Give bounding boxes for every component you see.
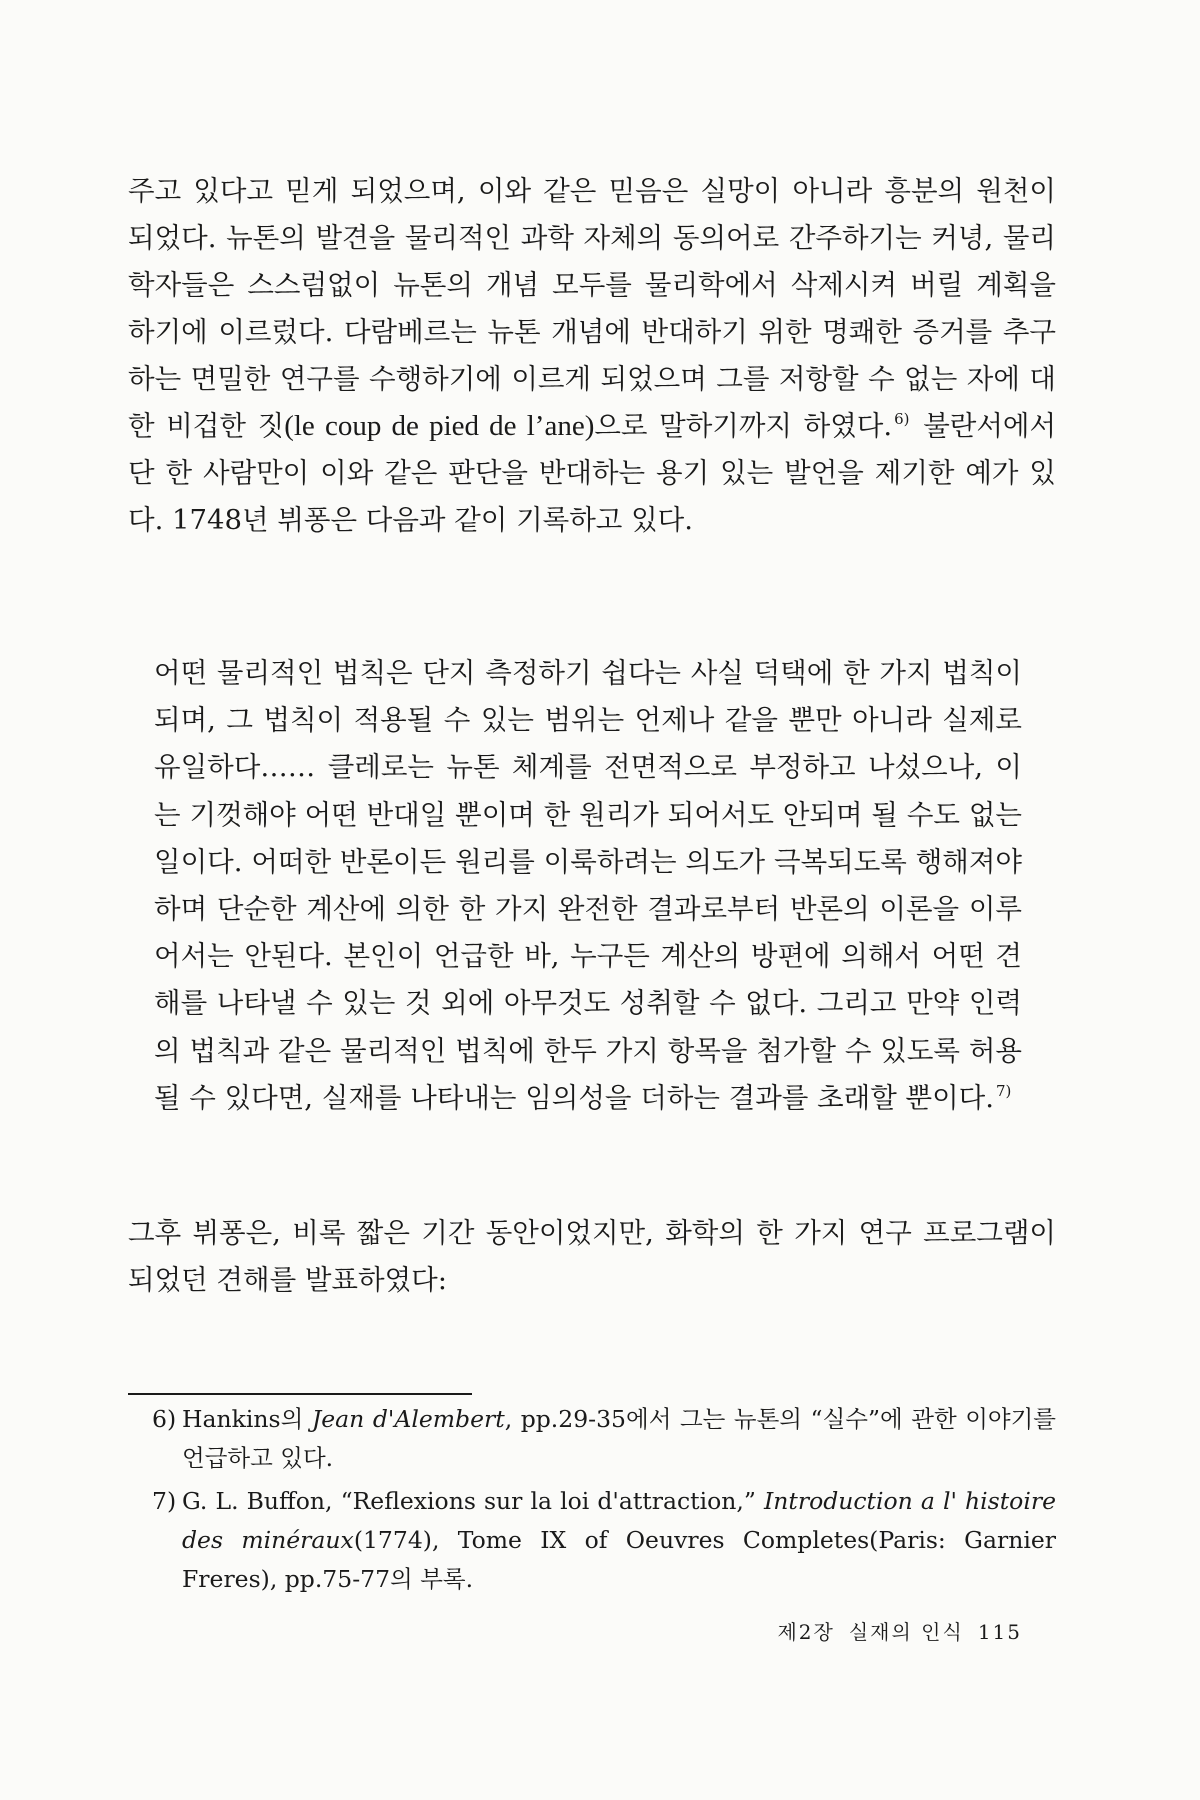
cited-title: Jean d'Alembert	[311, 1405, 505, 1433]
paragraph-2	[128, 1210, 1056, 1304]
footnote-6	[152, 1400, 1056, 1478]
latin-phrase: (le coup de pied de l’ane)	[284, 410, 595, 442]
cited-title: Introduction a l' histoire des minéraux	[182, 1487, 1056, 1554]
paragraph-1-text-end: 불란서에서 단 한 사람만이 이와 같은 판단을 반대하는 용기 있는 발언을 제기한 예가 있다. 1748년 뷔퐁은 다음과 같이 기록하고 있다.	[128, 410, 1057, 536]
page-number: 115	[977, 1620, 1022, 1644]
block-quote	[154, 650, 1022, 1122]
paragraph-2-text: 그후 뷔퐁은, 비록 짧은 기간 동안이었지만, 화학의 한 가지 연구 프로그램이 되었던 견해를 발표하였다:	[128, 1217, 1056, 1296]
footnote-ref-7[interactable]: 7)	[995, 1081, 1012, 1100]
chapter-label: 제2장	[777, 1620, 835, 1644]
footnote-ref-6[interactable]: 6)	[894, 410, 910, 428]
footnote-text-start: G. L. Buffon, “Reflexions sur la loi d'attraction,”	[182, 1487, 764, 1515]
footnotes	[152, 1400, 1056, 1599]
paragraph-1-text: 주고 있다고 믿게 되었으며, 이와 같은 믿음은 실망이 아니라 흥분의 원천이 되었다. 뉴톤의 발견을 물리적인 과학 자체의 동의어로 간주하기는 커녕, 물리학자들은 스스럼없이 뉴톤의 개념 모두를 물리학에서 삭제시켜 버릴 계획을 하기에 이르렀다. 다람베르는 뉴톤 개념에 반대하기 위한 명쾌한 증거를 추구하는 면밀한 연구를 수행하기에 이르게 되었으며 그를 저항할 수 없는 자에 대한 비겁한 짓	[128, 175, 1056, 442]
footnote-divider	[128, 1393, 472, 1395]
footnote-text-end: , pp.29-35에서 그는 뉴톤의 “실수”에 관한 이야기를 언급하고 있다.	[182, 1405, 1056, 1472]
paragraph-1-text-cont: 으로 말하기까지 하였다.	[594, 410, 893, 442]
footnote-7	[152, 1482, 1056, 1599]
footnote-number: 6)	[152, 1405, 177, 1433]
chapter-title: 실재의 인식	[848, 1620, 964, 1644]
footnote-text	[182, 1400, 1056, 1478]
footnote-text-end: (1774), Tome IX of Oeuvres Completes(Paris: Garnier Freres), pp.75-77의 부록.	[182, 1526, 1056, 1593]
paragraph-1	[128, 168, 1056, 544]
footnote-text	[182, 1482, 1056, 1599]
footnote-number: 7)	[152, 1487, 177, 1515]
block-quote-text: 어떤 물리적인 법칙은 단지 측정하기 쉽다는 사실 덕택에 한 가지 법칙이 되며, 그 법칙이 적용될 수 있는 범위는 언제나 같을 뿐만 아니라 실제로 유일하다…… 클레로는 뉴톤 체계를 전면적으로 부정하고 나섰으나, 이는 기껏해야 어떤 반대일 뿐이며 한 원리가 되어서도 안되며 될 수도 없는 일이다. 어떠한 반론이든 원리를 이룩하려는 의도가 극복되도록 행해져야 하며 단순한 계산에 의한 한 가지 완전한 결과로부터 반론의 이론을 이루어서는 안된다. 본인이 언급한 바, 누구든 계산의 방편에 의해서 어떤 견해를 나타낼 수 있는 것 외에 아무것도 성취할 수 없다. 그리고 만약 인력의 법칙과 같은 물리적인 법칙에 한두 가지 항목을 첨가할 수 있도록 허용될 수 있다면, 실재를 나타내는 임의성을 더하는 결과를 초래할 뿐이다.	[154, 657, 1022, 1114]
running-footer	[763, 1616, 1022, 1645]
footnote-text-start: Hankins의	[182, 1405, 312, 1433]
